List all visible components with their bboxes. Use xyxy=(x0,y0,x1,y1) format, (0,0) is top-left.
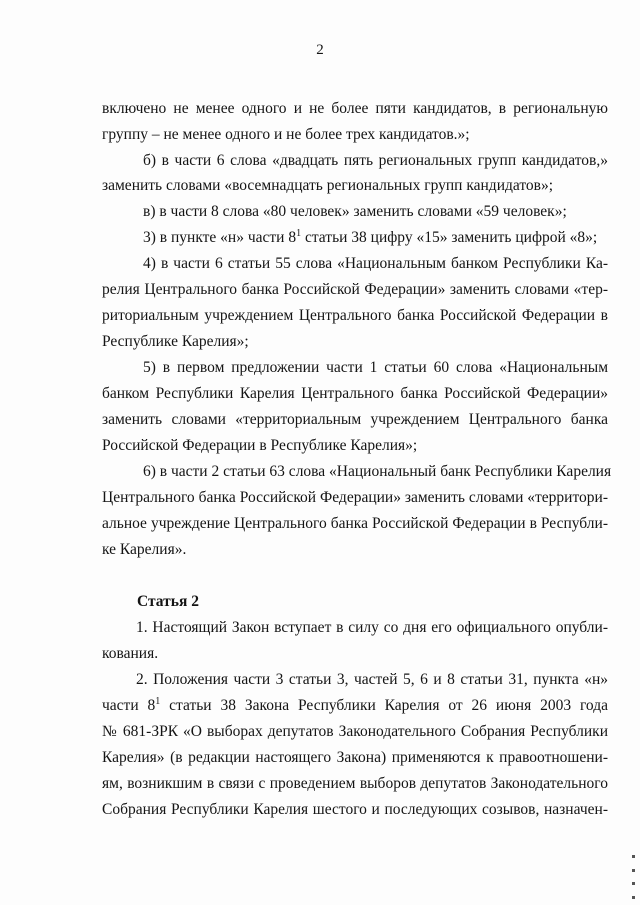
article-heading: Статья 2 xyxy=(137,593,199,610)
page-number: 2 xyxy=(316,42,324,58)
text-line: в) в части 8 слова «80 человек» заменить словами «59 человек»; xyxy=(143,203,567,220)
text-line: 5) в первом предложении части 1 статьи 60 слова «Национальным xyxy=(143,359,608,376)
text-line: Республике Карелия»; xyxy=(102,333,249,350)
text-line: 3) в пункте «н» части $8^1$ статьи 38 цифру «15» заменить цифрой «8»; xyxy=(143,227,598,246)
text-line: заменить словами «восемнадцать региональных групп кандидатов»; xyxy=(102,177,554,194)
superscript: 1 xyxy=(296,227,302,239)
text-line: части $8^1$ статьи 38 Закона Республики Карелия от 26 июня 2003 года xyxy=(102,695,608,714)
text-line: 6) в части 2 статьи 63 слова «Национальный банк Республики Карелия xyxy=(143,463,612,480)
text-line: альное учреждение Центрального банка Российской Федерации в Республи- xyxy=(102,515,608,532)
text-line: ке Карелия». xyxy=(102,541,187,558)
text-line: 2. Положения части 3 статьи 3, частей 5, 6 и 8 статьи 31, пункта «н» xyxy=(136,671,608,688)
text-line: Карелия» (в редакции настоящего Закона) применяются к правоотношени- xyxy=(102,749,608,766)
text-line: Собрания Республики Карелия шестого и последующих созывов, назначен- xyxy=(102,801,608,818)
text-line: 1. Настоящий Закон вступает в силу со дня его официального опубли- xyxy=(136,619,608,636)
text-line: кования. xyxy=(102,645,159,662)
text-line: группу – не менее одного и не более трех кандидатов.»; xyxy=(102,126,470,143)
superscript: 1 xyxy=(155,695,161,707)
text-line: заменить словами «территориальным учреждением Центрального банка xyxy=(102,411,608,428)
margin-mark xyxy=(632,855,636,899)
text-line: Российской Федерации в Республике Карелия»; xyxy=(102,437,418,454)
text-line: № 681-ЗРК «О выборах депутатов Законодательного Собрания Республики xyxy=(102,723,608,740)
text-line: банком Республики Карелия Центрального банка Российской Федерации» xyxy=(102,385,608,402)
text-line: Центрального банка Российской Федерации» заменить словами «территори- xyxy=(102,489,608,506)
text-line: ям, возникшим в связи с проведением выборов депутатов Законодательного xyxy=(102,775,608,792)
text-line: риториальным учреждением Центрального банка Российской Федерации в xyxy=(102,307,608,324)
text-line: 4) в части 6 статьи 55 слова «Национальным банком Республики Ка- xyxy=(143,255,608,272)
text-line: включено не менее одного и не более пяти кандидатов, в региональную xyxy=(102,100,608,117)
text-line: релия Центрального банка Российской Федерации» заменить словами «тер- xyxy=(102,281,608,298)
text-line: б) в части 6 слова «двадцать пять региональных групп кандидатов,» xyxy=(143,152,608,169)
